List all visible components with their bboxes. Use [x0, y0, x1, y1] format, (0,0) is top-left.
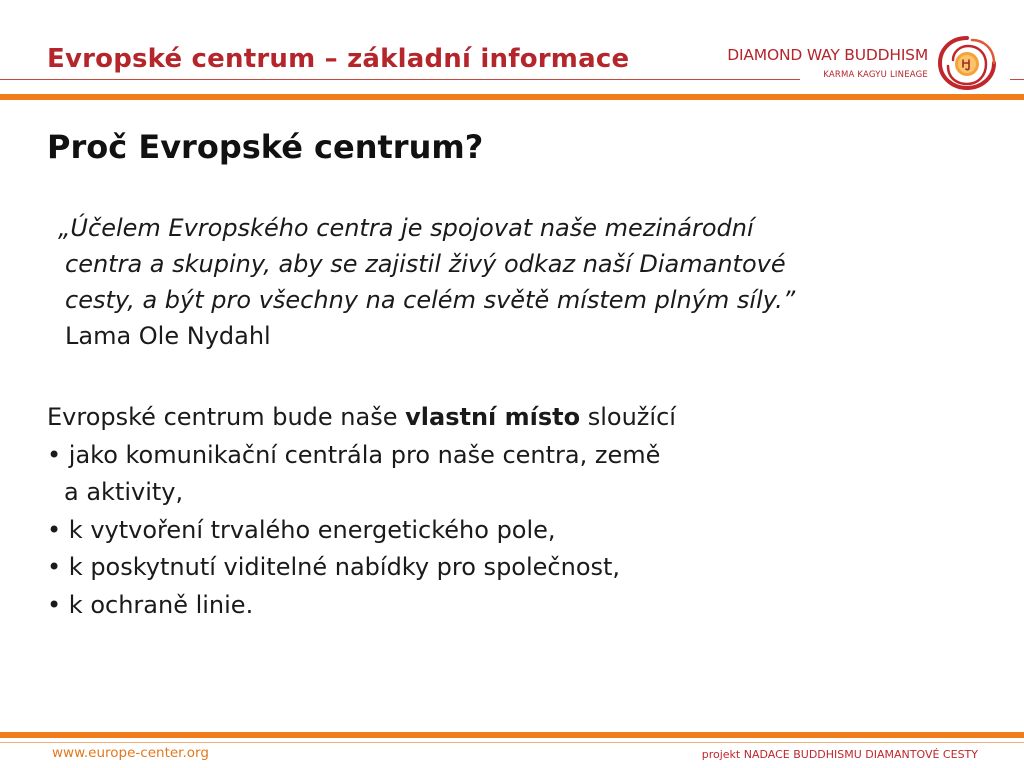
- quote-line-1: „Účelem Evropského centra je spojovat naše mezinárodní: [58, 214, 754, 242]
- quote-author: Lama Ole Nydahl: [65, 322, 271, 350]
- intro-start: Evropské centrum bude naše: [47, 403, 406, 431]
- bullet-item-4: • k ochraně linie.: [47, 590, 254, 619]
- bullet-item-1-continuation: a aktivity,: [64, 478, 184, 506]
- footer-project-credit: projekt NADACE BUDDHISMU DIAMANTOVÉ CESTY: [701, 748, 978, 761]
- slide-header-title: Evropské centrum – základní informace: [47, 44, 630, 74]
- logo-wordmark: [722, 46, 928, 80]
- header-divider-line: [0, 79, 800, 80]
- footer-divider-line: [0, 742, 1024, 743]
- header-orange-bar: [0, 94, 1024, 100]
- bullet-item-2: • k vytvoření trvalého energetického pole,: [47, 515, 556, 544]
- footer-orange-bar: [0, 732, 1024, 738]
- bullet-item-1: • jako komunikační centrála pro naše centra, země: [47, 440, 661, 469]
- quote-line-2: centra a skupiny, aby se zajistil živý odkaz naší Diamantové: [65, 250, 786, 278]
- logo-subtitle: KARMA KAGYU LINEAGE: [823, 70, 928, 80]
- quote-block: [58, 210, 958, 354]
- footer-url: www.europe-center.org: [52, 745, 209, 761]
- bullet-item-3: • k poskytnutí viditelné nabídky pro společnost,: [47, 553, 621, 581]
- logo-name: DIAMOND WAY BUDDHISM: [727, 46, 928, 64]
- header-divider-line-right: [1010, 79, 1024, 80]
- quote-line-3: cesty, a být pro všechny na celém světě místem plným síly.”: [65, 286, 796, 314]
- intro-end: sloužící: [580, 403, 676, 431]
- diamond-way-emblem-icon: [936, 34, 998, 92]
- intro-line: [47, 399, 947, 437]
- page-heading: Proč Evropské centrum?: [47, 128, 484, 166]
- body-text: [47, 399, 947, 624]
- intro-bold: vlastní místo: [405, 403, 581, 431]
